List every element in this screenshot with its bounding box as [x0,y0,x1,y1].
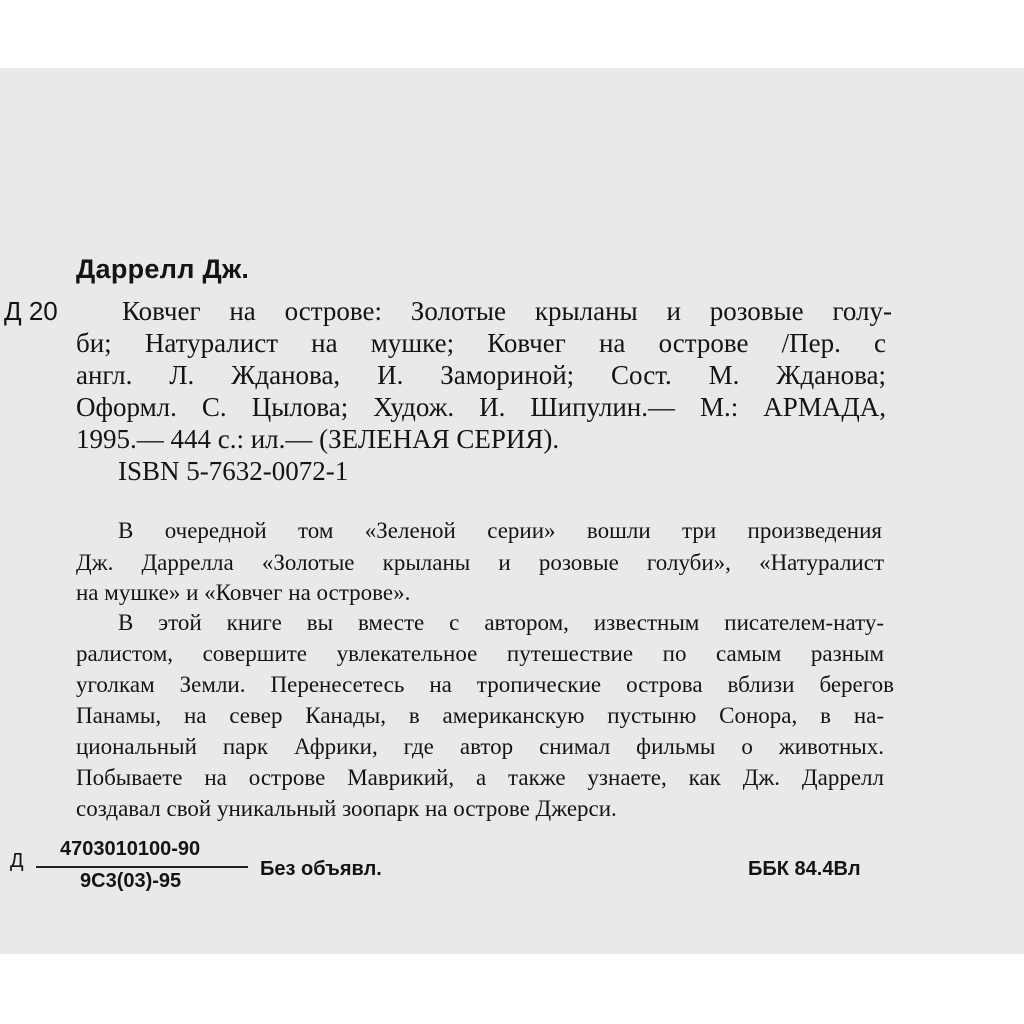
footer-prefix: Д [10,850,24,872]
annotation-line: уголкам Земли. Перенесетесь на тропические острова вблизи берегов [76,672,894,697]
annotation-line: на мушке» и «Ковчег на острове». [76,580,411,605]
annotation-line: В этой книге вы вместе с автором, известным писателем-нату- [118,610,884,635]
isbn: ISBN 5-7632-0072-1 [118,456,349,486]
catalog-card-page [0,68,1024,954]
author-name: Даррелл Дж. [76,254,250,284]
annotation-line: циональный парк Африки, где автор снимал фильмы о животных. [76,734,884,759]
no-announcement-note: Без объявл. [260,858,382,880]
fraction-line [36,866,248,868]
annotation-line: В очередной том «Зеленой серии» вошли три произведения [118,518,882,543]
annotation-line: Побываете на острове Маврикий, а также узнаете, как Дж. Даррелл [76,765,884,790]
bibliography-line: англ. Л. Жданова, И. Замориной; Сост. М. Жданова; [76,360,886,390]
bibliography-line: 1995.— 444 с.: ил.— (ЗЕЛЕНАЯ СЕРИЯ). [76,424,560,454]
bbk-code: ББК 84.4Вл [748,858,861,880]
bibliography-line: Ковчег на острове: Золотые крыланы и розовые голу- [122,296,892,326]
publisher-index-bottom: 9С3(03)-95 [80,870,182,892]
publisher-index-top: 4703010100-90 [60,838,201,860]
annotation-line: ралистом, совершите увлекательное путешествие по самым разным [76,641,884,666]
bibliography-line: Оформл. С. Цылова; Худож. И. Шипулин.— М.: АРМАДА, [76,392,886,422]
catalog-code: Д 20 [4,296,58,326]
bibliography-line: би; Натуралист на мушке; Ковчег на острове /Пер. с [76,328,886,358]
annotation-line: создавал свой уникальный зоопарк на острове Джерси. [76,796,617,821]
annotation-line: Дж. Даррелла «Золотые крыланы и розовые голуби», «Натуралист [76,550,884,575]
annotation-line: Панамы, на север Канады, в американскую пустыню Сонора, в на- [76,703,884,728]
